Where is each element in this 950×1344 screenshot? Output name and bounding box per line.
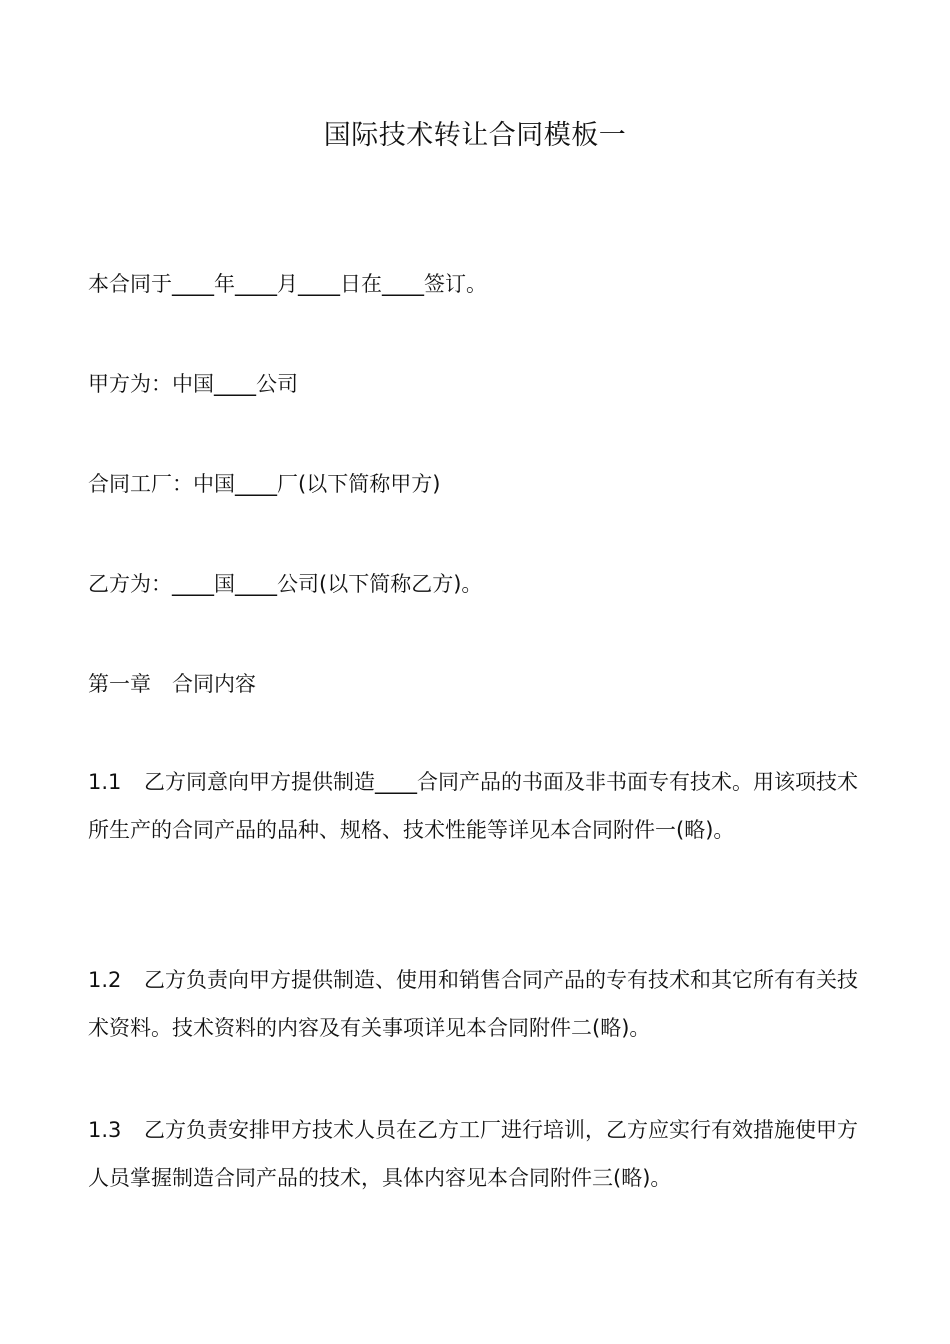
- chapter-heading: 第一章 合同内容: [88, 672, 256, 696]
- clause-1-2: [88, 956, 863, 1052]
- clause-1-3: [88, 1106, 863, 1202]
- clause-text: 乙方同意向甲方提供制造____合同产品的书面及非书面专有技术。用该项技术所生产的合同产品的品种、规格、技术性能等详见本合同附件一(略)。: [88, 770, 858, 842]
- clause-text: 乙方负责安排甲方技术人员在乙方工厂进行培训，乙方应实行有效措施使甲方人员掌握制造合同产品的技术，具体内容见本合同附件三(略)。: [88, 1118, 858, 1190]
- contract-factory-line: 合同工厂：中国____厂(以下简称甲方): [88, 472, 441, 496]
- clause-1-1: [88, 758, 863, 854]
- party-a-line: 甲方为：中国____公司: [88, 372, 298, 396]
- clause-number: 1.1: [88, 770, 122, 794]
- clause-text: 乙方负责向甲方提供制造、使用和销售合同产品的专有技术和其它所有有关技术资料。技术资料的内容及有关事项详见本合同附件二(略)。: [88, 968, 858, 1040]
- document-title: 国际技术转让合同模板一: [323, 120, 627, 151]
- signing-date-line: 本合同于____年____月____日在____签订。: [88, 272, 487, 296]
- clause-number: 1.3: [88, 1118, 122, 1142]
- party-b-line: 乙方为：____国____公司(以下简称乙方)。: [88, 572, 483, 596]
- clause-number: 1.2: [88, 968, 122, 992]
